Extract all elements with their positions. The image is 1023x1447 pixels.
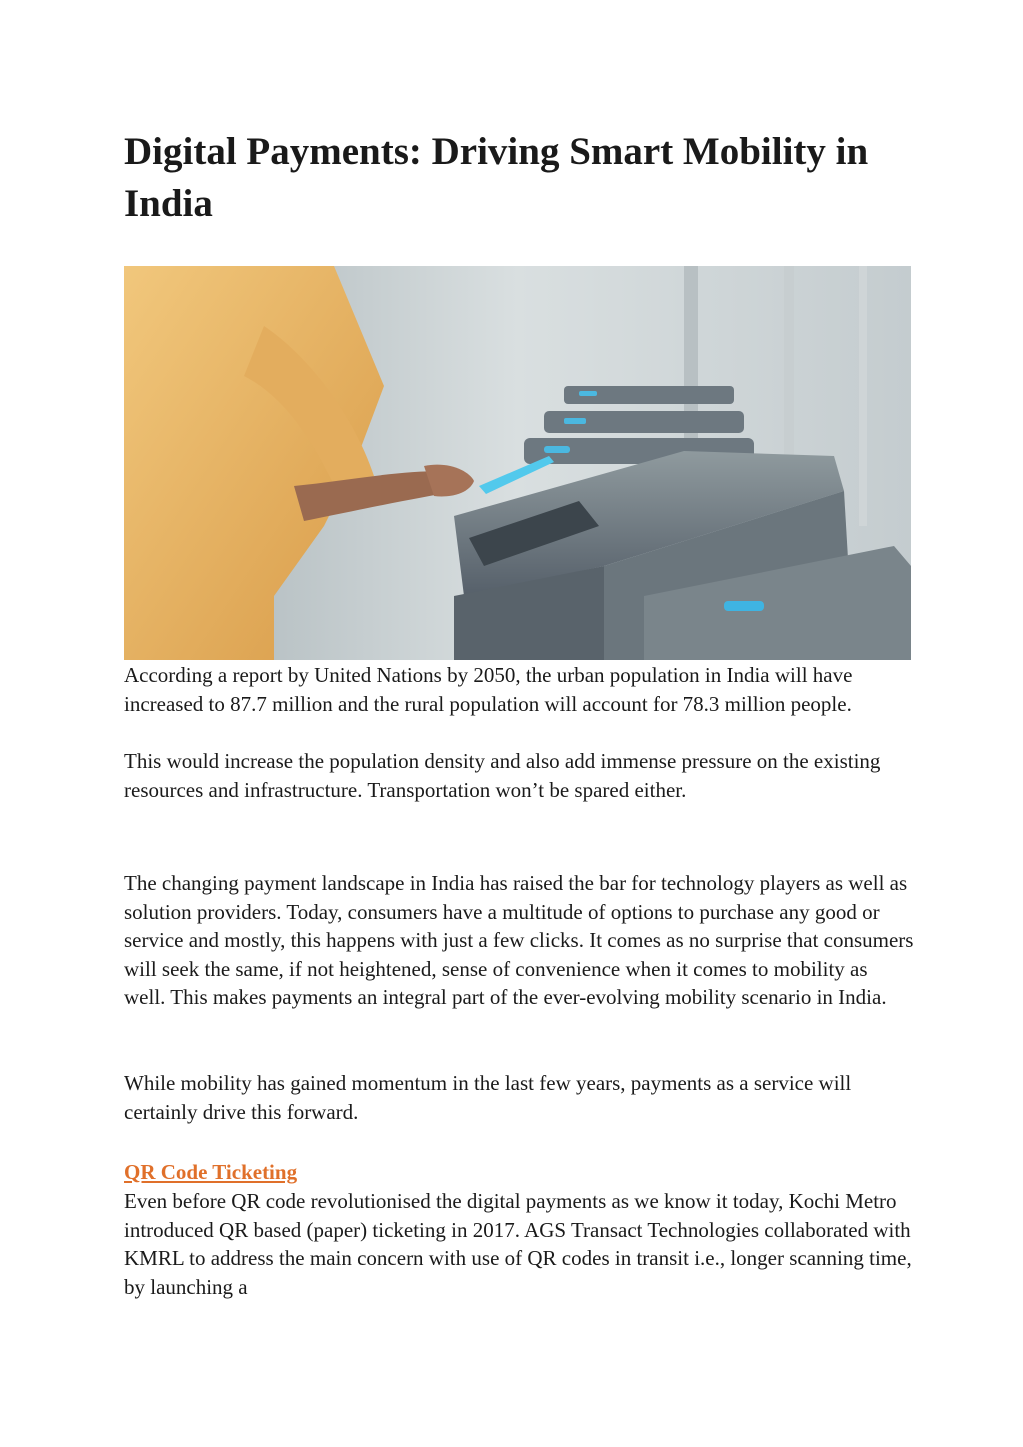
paragraph-population-pressure: This would increase the population density and also add immense pressure on the existing resources and infrastructure. Transportation won’t be spared either. (124, 749, 881, 802)
qr-code-ticketing-link[interactable]: QR Code Ticketing (124, 1160, 298, 1184)
paragraph-qr-ticketing: Even before QR code revolutionised the digital payments as we know it today, Kochi Metro introduced QR based (paper) ticketing in 2017. AGS Transact Technologies collaborated with KMRL to address the main concern with use of QR codes in transit i.e., longer scanning time, by launching a (124, 1189, 912, 1299)
metro-fare-gate-photo (124, 266, 911, 660)
hero-image (124, 266, 911, 660)
page-title: Digital Payments: Driving Smart Mobility in India (124, 130, 869, 225)
paragraph-population-report: According a report by United Nations by 2050, the urban population in India will have increased to 87.7 million and the rural population will account for 78.3 million people. (124, 663, 853, 716)
paragraph-payment-landscape: The changing payment landscape in India has raised the bar for technology players as well as solution providers. Today, consumers have a multitude of options to purchase any good or service and mostly, this happens with just a few clicks. It comes as no surprise that consumers will seek the same, if not heightened, sense of convenience when it comes to mobility as well. This makes payments an integral part of the ever-evolving mobility scenario in India. (124, 871, 914, 1010)
paragraph-payments-as-service: While mobility has gained momentum in the last few years, payments as a service will certainly drive this forward. (124, 1071, 852, 1124)
